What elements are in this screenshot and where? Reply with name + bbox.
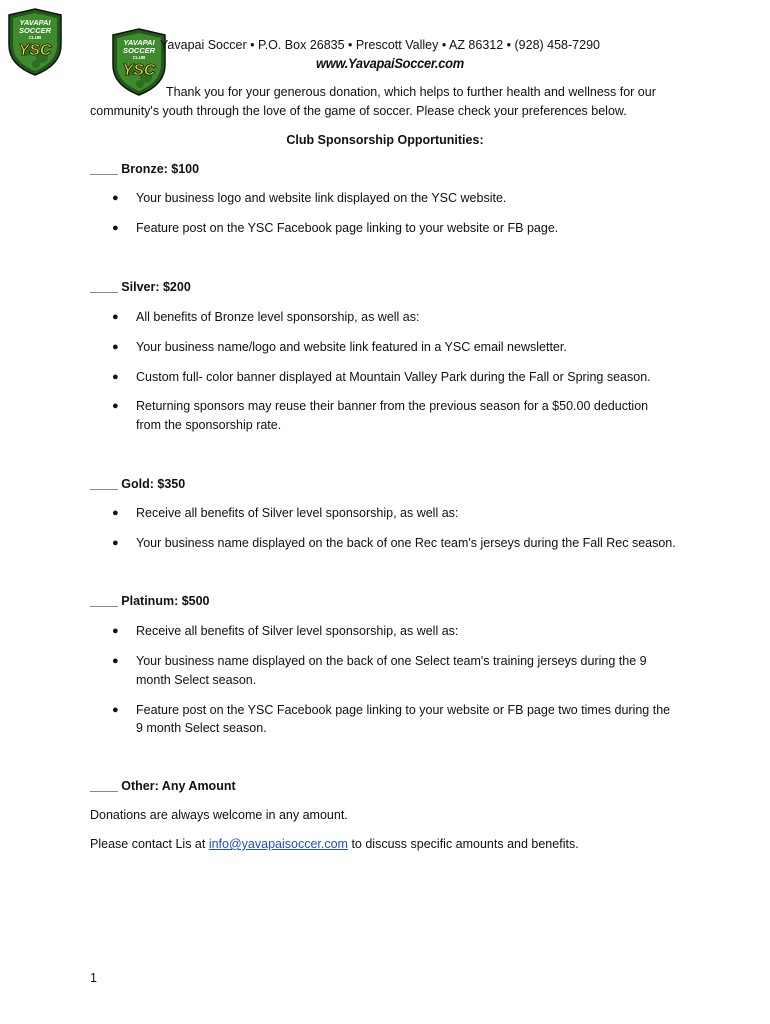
bullet-icon: ●	[112, 192, 119, 204]
bullet-icon: ●	[112, 704, 119, 716]
platinum-benefit: Feature post on the YSC Facebook page linking to your website or FB page two times during the	[136, 703, 671, 717]
contact-email-link[interactable]: info@yavapaisoccer.com	[208, 837, 348, 851]
bullet-icon: ●	[112, 311, 119, 323]
silver-benefit: All benefits of Bronze level sponsorship, as well as:	[136, 310, 420, 324]
platinum-benefit-continued: month Select season.	[136, 673, 257, 687]
ysc-shield-logo	[6, 7, 64, 77]
platinum-benefit: Your business name displayed on the back of one Select team's training jerseys during the 9	[136, 654, 647, 668]
bullet-icon: ●	[112, 371, 119, 383]
intro-line-1: Thank you for your generous donation, which helps to further health and wellness for our	[166, 85, 656, 99]
bullet-icon: ●	[112, 222, 119, 234]
logo-text-line2: SOCCER	[18, 26, 52, 35]
silver-benefit: Your business name/logo and website link featured in a YSC email newsletter.	[136, 340, 567, 354]
other-level-label: ____ Other: Any Amount	[90, 779, 236, 793]
silver-benefit: Custom full- color banner displayed at Mountain Valley Park during the Fall or Spring season.	[136, 370, 651, 384]
gold-benefit: Receive all benefits of Silver level sponsorship, as well as:	[136, 506, 459, 520]
platinum-level-label: ____ Platinum: $500	[90, 594, 210, 608]
logo-text-line3: CLUB	[132, 55, 146, 60]
page-number: 1	[90, 971, 97, 985]
bullet-icon: ●	[112, 400, 119, 412]
contact-prefix: Please contact Lis at	[90, 837, 209, 851]
club-logo-left	[6, 7, 64, 77]
contact-line	[90, 837, 579, 853]
platinum-benefit-continued: 9 month Select season.	[136, 721, 267, 735]
bullet-icon: ●	[112, 341, 119, 353]
silver-benefit-continued: from the sponsorship rate.	[136, 418, 282, 432]
header-address: Yavapai Soccer • P.O. Box 26835 • Prescott Valley • AZ 86312 • (928) 458-7290	[160, 38, 600, 52]
gold-level-label: ____ Gold: $350	[90, 477, 186, 491]
platinum-benefit: Receive all benefits of Silver level sponsorship, as well as:	[136, 624, 459, 638]
contact-suffix: to discuss specific amounts and benefits.	[347, 837, 579, 851]
logo-initials: YSC	[18, 42, 52, 59]
bullet-icon: ●	[112, 655, 119, 667]
bronze-benefit: Your business logo and website link displayed on the YSC website.	[136, 191, 507, 205]
logo-initials: YSC	[122, 62, 156, 79]
header-website: www.YavapaiSoccer.com	[316, 55, 464, 71]
silver-benefit: Returning sponsors may reuse their banner from the previous season for a $50.00 deduction	[136, 399, 649, 413]
gold-benefit: Your business name displayed on the back of one Rec team's jerseys during the Fall Rec season.	[136, 536, 676, 550]
bronze-benefit: Feature post on the YSC Facebook page linking to your website or FB page.	[136, 221, 559, 235]
logo-text-line1: YAVAPAI	[123, 38, 155, 47]
section-title: Club Sponsorship Opportunities:	[286, 133, 484, 147]
bullet-icon: ●	[112, 507, 119, 519]
logo-text-line1: YAVAPAI	[19, 18, 51, 27]
closing-line: Donations are always welcome in any amount.	[90, 808, 348, 822]
logo-text-line3: CLUB	[28, 35, 42, 40]
logo-text-line2: SOCCER	[122, 46, 156, 55]
silver-level-label: ____ Silver: $200	[90, 280, 191, 294]
intro-line-2: community's youth through the love of the game of soccer. Please check your preferences below.	[90, 104, 627, 118]
bullet-icon: ●	[112, 537, 119, 549]
bronze-level-label: ____ Bronze: $100	[90, 162, 200, 176]
bullet-icon: ●	[112, 625, 119, 637]
